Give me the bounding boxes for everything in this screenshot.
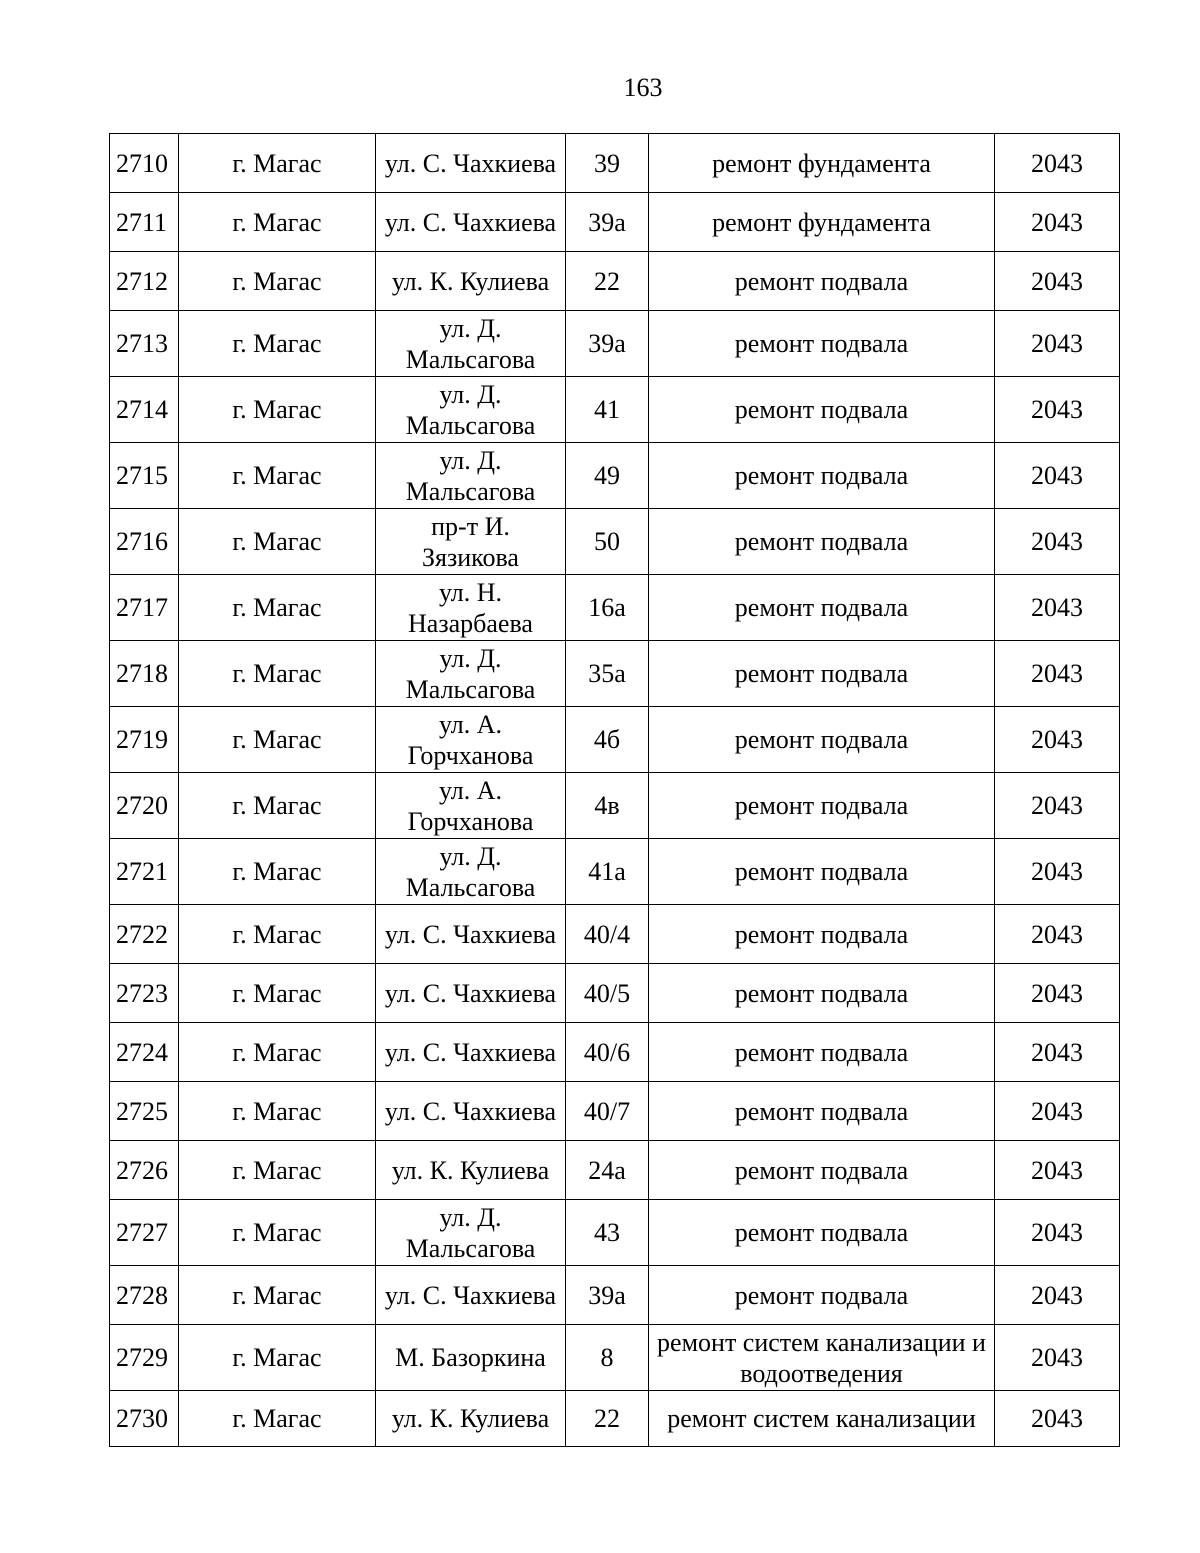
table-row (110, 707, 1120, 773)
city-cell: г. Магас (179, 443, 376, 509)
house-cell: 39а (566, 193, 649, 252)
table-row (110, 134, 1120, 193)
work-type-cell: ремонт систем канализации (649, 1391, 995, 1447)
work-type-cell: ремонт фундамента (649, 193, 995, 252)
house-cell: 41а (566, 839, 649, 905)
row-number: 2727 (110, 1200, 179, 1266)
row-number: 2719 (110, 707, 179, 773)
table-row (110, 1023, 1120, 1082)
city-cell: г. Магас (179, 1200, 376, 1266)
house-cell: 24а (566, 1141, 649, 1200)
year-cell: 2043 (995, 443, 1120, 509)
street-cell: ул. С. Чахкиева (376, 134, 566, 193)
city-cell: г. Магас (179, 1082, 376, 1141)
house-cell: 50 (566, 509, 649, 575)
city-cell: г. Магас (179, 377, 376, 443)
street-cell: ул. Д. Мальсагова (376, 1200, 566, 1266)
street-cell: ул. С. Чахкиева (376, 905, 566, 964)
table-row (110, 575, 1120, 641)
city-cell: г. Магас (179, 964, 376, 1023)
year-cell: 2043 (995, 1141, 1120, 1200)
house-cell: 22 (566, 252, 649, 311)
table-row (110, 311, 1120, 377)
row-number: 2711 (110, 193, 179, 252)
year-cell: 2043 (995, 839, 1120, 905)
row-number: 2715 (110, 443, 179, 509)
house-cell: 41 (566, 377, 649, 443)
work-type-cell: ремонт подвала (649, 1023, 995, 1082)
street-cell: ул. Н. Назарбаева (376, 575, 566, 641)
year-cell: 2043 (995, 193, 1120, 252)
year-cell: 2043 (995, 773, 1120, 839)
house-cell: 8 (566, 1325, 649, 1391)
table-row (110, 1391, 1120, 1447)
row-number: 2722 (110, 905, 179, 964)
row-number: 2725 (110, 1082, 179, 1141)
year-cell: 2043 (995, 1023, 1120, 1082)
city-cell: г. Магас (179, 134, 376, 193)
row-number: 2716 (110, 509, 179, 575)
year-cell: 2043 (995, 134, 1120, 193)
year-cell: 2043 (995, 377, 1120, 443)
city-cell: г. Магас (179, 193, 376, 252)
street-cell: ул. А. Горчханова (376, 773, 566, 839)
city-cell: г. Магас (179, 1266, 376, 1325)
street-cell: ул. К. Кулиева (376, 252, 566, 311)
house-cell: 39 (566, 134, 649, 193)
city-cell: г. Магас (179, 905, 376, 964)
city-cell: г. Магас (179, 252, 376, 311)
city-cell: г. Магас (179, 641, 376, 707)
city-cell: г. Магас (179, 773, 376, 839)
house-cell: 35а (566, 641, 649, 707)
row-number: 2721 (110, 839, 179, 905)
work-type-cell: ремонт подвала (649, 1141, 995, 1200)
year-cell: 2043 (995, 311, 1120, 377)
year-cell: 2043 (995, 641, 1120, 707)
house-cell: 40/6 (566, 1023, 649, 1082)
year-cell: 2043 (995, 905, 1120, 964)
city-cell: г. Магас (179, 1141, 376, 1200)
work-type-cell: ремонт подвала (649, 1200, 995, 1266)
work-type-cell: ремонт подвала (649, 443, 995, 509)
row-number: 2720 (110, 773, 179, 839)
row-number: 2713 (110, 311, 179, 377)
table-row (110, 1325, 1120, 1391)
house-cell: 49 (566, 443, 649, 509)
year-cell: 2043 (995, 1266, 1120, 1325)
work-type-cell: ремонт подвала (649, 1082, 995, 1141)
work-type-cell: ремонт подвала (649, 773, 995, 839)
table-row (110, 839, 1120, 905)
row-number: 2714 (110, 377, 179, 443)
street-cell: ул. Д. Мальсагова (376, 311, 566, 377)
house-cell: 43 (566, 1200, 649, 1266)
street-cell: ул. Д. Мальсагова (376, 839, 566, 905)
street-cell: М. Базоркина (376, 1325, 566, 1391)
city-cell: г. Магас (179, 1023, 376, 1082)
work-type-cell: ремонт подвала (649, 641, 995, 707)
city-cell: г. Магас (179, 509, 376, 575)
house-cell: 16а (566, 575, 649, 641)
street-cell: ул. А. Горчханова (376, 707, 566, 773)
year-cell: 2043 (995, 575, 1120, 641)
street-cell: ул. С. Чахкиева (376, 964, 566, 1023)
work-type-cell: ремонт подвала (649, 905, 995, 964)
row-number: 2712 (110, 252, 179, 311)
year-cell: 2043 (995, 964, 1120, 1023)
house-cell: 39а (566, 311, 649, 377)
table-row (110, 1266, 1120, 1325)
house-cell: 4б (566, 707, 649, 773)
city-cell: г. Магас (179, 839, 376, 905)
work-type-cell: ремонт подвала (649, 1266, 995, 1325)
table-row (110, 377, 1120, 443)
row-number: 2717 (110, 575, 179, 641)
row-number: 2730 (110, 1391, 179, 1447)
city-cell: г. Магас (179, 1391, 376, 1447)
street-cell: пр-т И. Зязикова (376, 509, 566, 575)
house-cell: 40/5 (566, 964, 649, 1023)
work-type-cell: ремонт подвала (649, 707, 995, 773)
house-cell: 39а (566, 1266, 649, 1325)
street-cell: ул. С. Чахкиева (376, 193, 566, 252)
table-row (110, 773, 1120, 839)
work-type-cell: ремонт подвала (649, 839, 995, 905)
street-cell: ул. С. Чахкиева (376, 1023, 566, 1082)
street-cell: ул. С. Чахкиева (376, 1082, 566, 1141)
table-row (110, 443, 1120, 509)
row-number: 2723 (110, 964, 179, 1023)
street-cell: ул. К. Кулиева (376, 1141, 566, 1200)
year-cell: 2043 (995, 1200, 1120, 1266)
page-number: 163 (623, 73, 663, 102)
street-cell: ул. К. Кулиева (376, 1391, 566, 1447)
street-cell: ул. С. Чахкиева (376, 1266, 566, 1325)
work-type-cell: ремонт фундамента (649, 134, 995, 193)
row-number: 2710 (110, 134, 179, 193)
table-row (110, 252, 1120, 311)
house-cell: 40/7 (566, 1082, 649, 1141)
repair-schedule-table (109, 133, 1120, 1447)
work-type-cell: ремонт подвала (649, 575, 995, 641)
city-cell: г. Магас (179, 575, 376, 641)
street-cell: ул. Д. Мальсагова (376, 641, 566, 707)
street-cell: ул. Д. Мальсагова (376, 443, 566, 509)
year-cell: 2043 (995, 1082, 1120, 1141)
table-row (110, 509, 1120, 575)
row-number: 2724 (110, 1023, 179, 1082)
house-cell: 4в (566, 773, 649, 839)
table-row (110, 964, 1120, 1023)
year-cell: 2043 (995, 707, 1120, 773)
work-type-cell: ремонт систем канализации и водоотведения (649, 1325, 995, 1391)
row-number: 2728 (110, 1266, 179, 1325)
table-row (110, 1082, 1120, 1141)
year-cell: 2043 (995, 509, 1120, 575)
work-type-cell: ремонт подвала (649, 252, 995, 311)
row-number: 2718 (110, 641, 179, 707)
row-number: 2729 (110, 1325, 179, 1391)
city-cell: г. Магас (179, 1325, 376, 1391)
table-row (110, 1141, 1120, 1200)
year-cell: 2043 (995, 1325, 1120, 1391)
work-type-cell: ремонт подвала (649, 964, 995, 1023)
work-type-cell: ремонт подвала (649, 311, 995, 377)
work-type-cell: ремонт подвала (649, 509, 995, 575)
house-cell: 40/4 (566, 905, 649, 964)
city-cell: г. Магас (179, 707, 376, 773)
row-number: 2726 (110, 1141, 179, 1200)
house-cell: 22 (566, 1391, 649, 1447)
year-cell: 2043 (995, 1391, 1120, 1447)
year-cell: 2043 (995, 252, 1120, 311)
street-cell: ул. Д. Мальсагова (376, 377, 566, 443)
work-type-cell: ремонт подвала (649, 377, 995, 443)
table-row (110, 1200, 1120, 1266)
table-row (110, 905, 1120, 964)
city-cell: г. Магас (179, 311, 376, 377)
table-row (110, 641, 1120, 707)
table-row (110, 193, 1120, 252)
